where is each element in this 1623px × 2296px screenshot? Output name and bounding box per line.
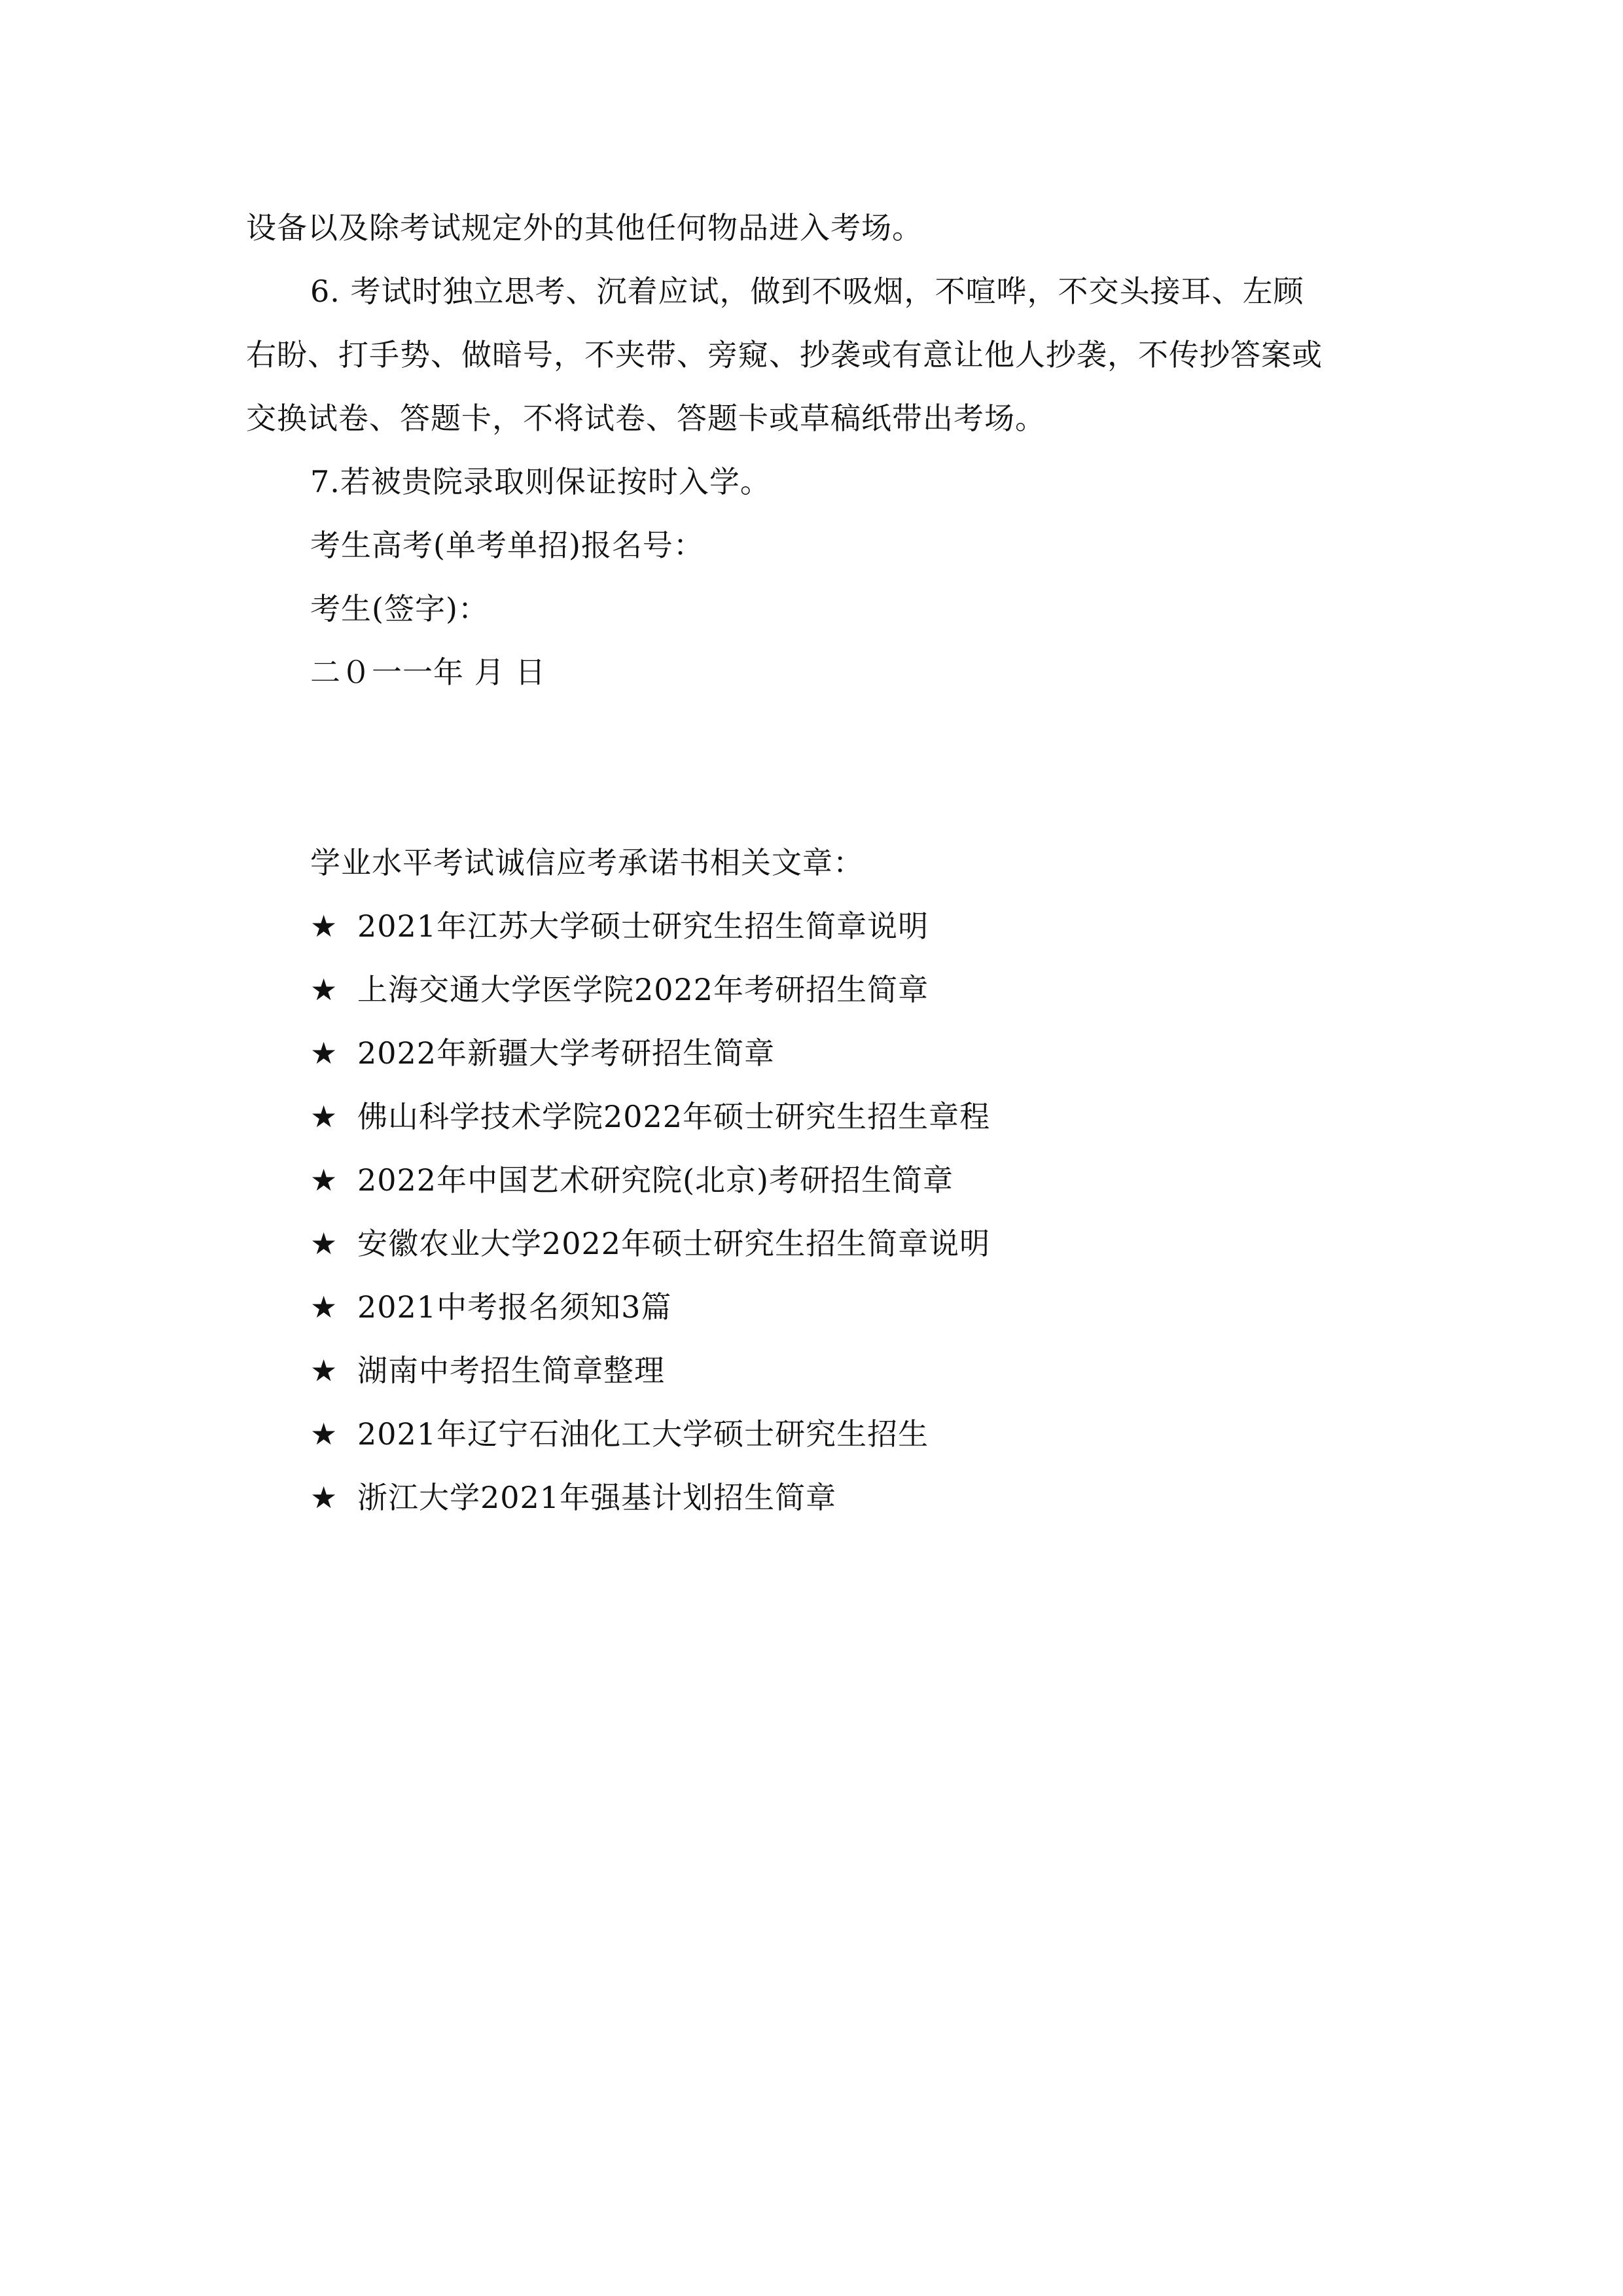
related-article-item[interactable]: [310, 970, 929, 1009]
related-article-item[interactable]: [310, 1224, 990, 1263]
related-article-link[interactable]: 上海交通大学医学院2022年考研招生简章: [357, 972, 929, 1007]
related-article-item[interactable]: [310, 1097, 990, 1136]
star-icon: ★: [310, 1416, 338, 1452]
related-article-link[interactable]: 佛山科学技术学院2022年硕士研究生招生章程: [357, 1099, 991, 1134]
related-article-link[interactable]: 2021年江苏大学硕士研究生招生简章说明: [357, 908, 929, 944]
star-icon: ★: [310, 908, 338, 944]
related-article-link[interactable]: 2021中考报名须知3篇: [357, 1289, 672, 1325]
related-article-link[interactable]: 2021年辽宁石油化工大学硕士研究生招生: [357, 1416, 929, 1452]
related-article-link[interactable]: 2022年中国艺术研究院(北京)考研招生简章: [357, 1162, 954, 1198]
related-article-link[interactable]: 浙江大学2021年强基计划招生简章: [357, 1480, 837, 1515]
related-articles-heading: 学业水平考试诚信应考承诺书相关文章：: [310, 845, 864, 880]
signature-label: 考生(签字)：: [310, 591, 489, 626]
body-line-4: 交换试卷、答题卡，不将试卷、答题卡或草稿纸带出考场。: [246, 401, 1046, 436]
related-article-item[interactable]: [310, 1033, 775, 1073]
exam-registration-number-label: 考生高考(单考单招)报名号：: [310, 528, 704, 563]
related-article-link[interactable]: 安徽农业大学2022年硕士研究生招生简章说明: [357, 1226, 991, 1261]
body-line-3: 右盼、打手势、做暗号，不夹带、旁窥、抄袭或有意让他人抄袭，不传抄答案或: [246, 337, 1323, 372]
body-line-2: 6. 考试时独立思考、沉着应试，做到不吸烟，不喧哗，不交头接耳、左顾: [310, 274, 1304, 309]
star-icon: ★: [310, 972, 338, 1007]
star-icon: ★: [310, 1289, 338, 1325]
star-icon: ★: [310, 1099, 338, 1134]
related-article-item[interactable]: [310, 1287, 671, 1327]
star-icon: ★: [310, 1162, 338, 1198]
related-article-item[interactable]: [310, 906, 929, 946]
related-article-item[interactable]: [310, 1351, 665, 1390]
related-article-link[interactable]: 湖南中考招生简章整理: [357, 1353, 665, 1388]
body-line-5: 7.若被贵院录取则保证按时入学。: [310, 464, 771, 499]
related-article-item[interactable]: [310, 1160, 954, 1200]
body-line-1: 设备以及除考试规定外的其他任何物品进入考场。: [246, 210, 923, 245]
date-line: 二０一一年 月 日: [310, 655, 546, 690]
star-icon: ★: [310, 1353, 338, 1388]
related-article-item[interactable]: [310, 1414, 929, 1454]
star-icon: ★: [310, 1035, 338, 1071]
star-icon: ★: [310, 1226, 338, 1261]
related-article-item[interactable]: [310, 1478, 836, 1517]
related-article-link[interactable]: 2022年新疆大学考研招生简章: [357, 1035, 776, 1071]
star-icon: ★: [310, 1480, 338, 1515]
